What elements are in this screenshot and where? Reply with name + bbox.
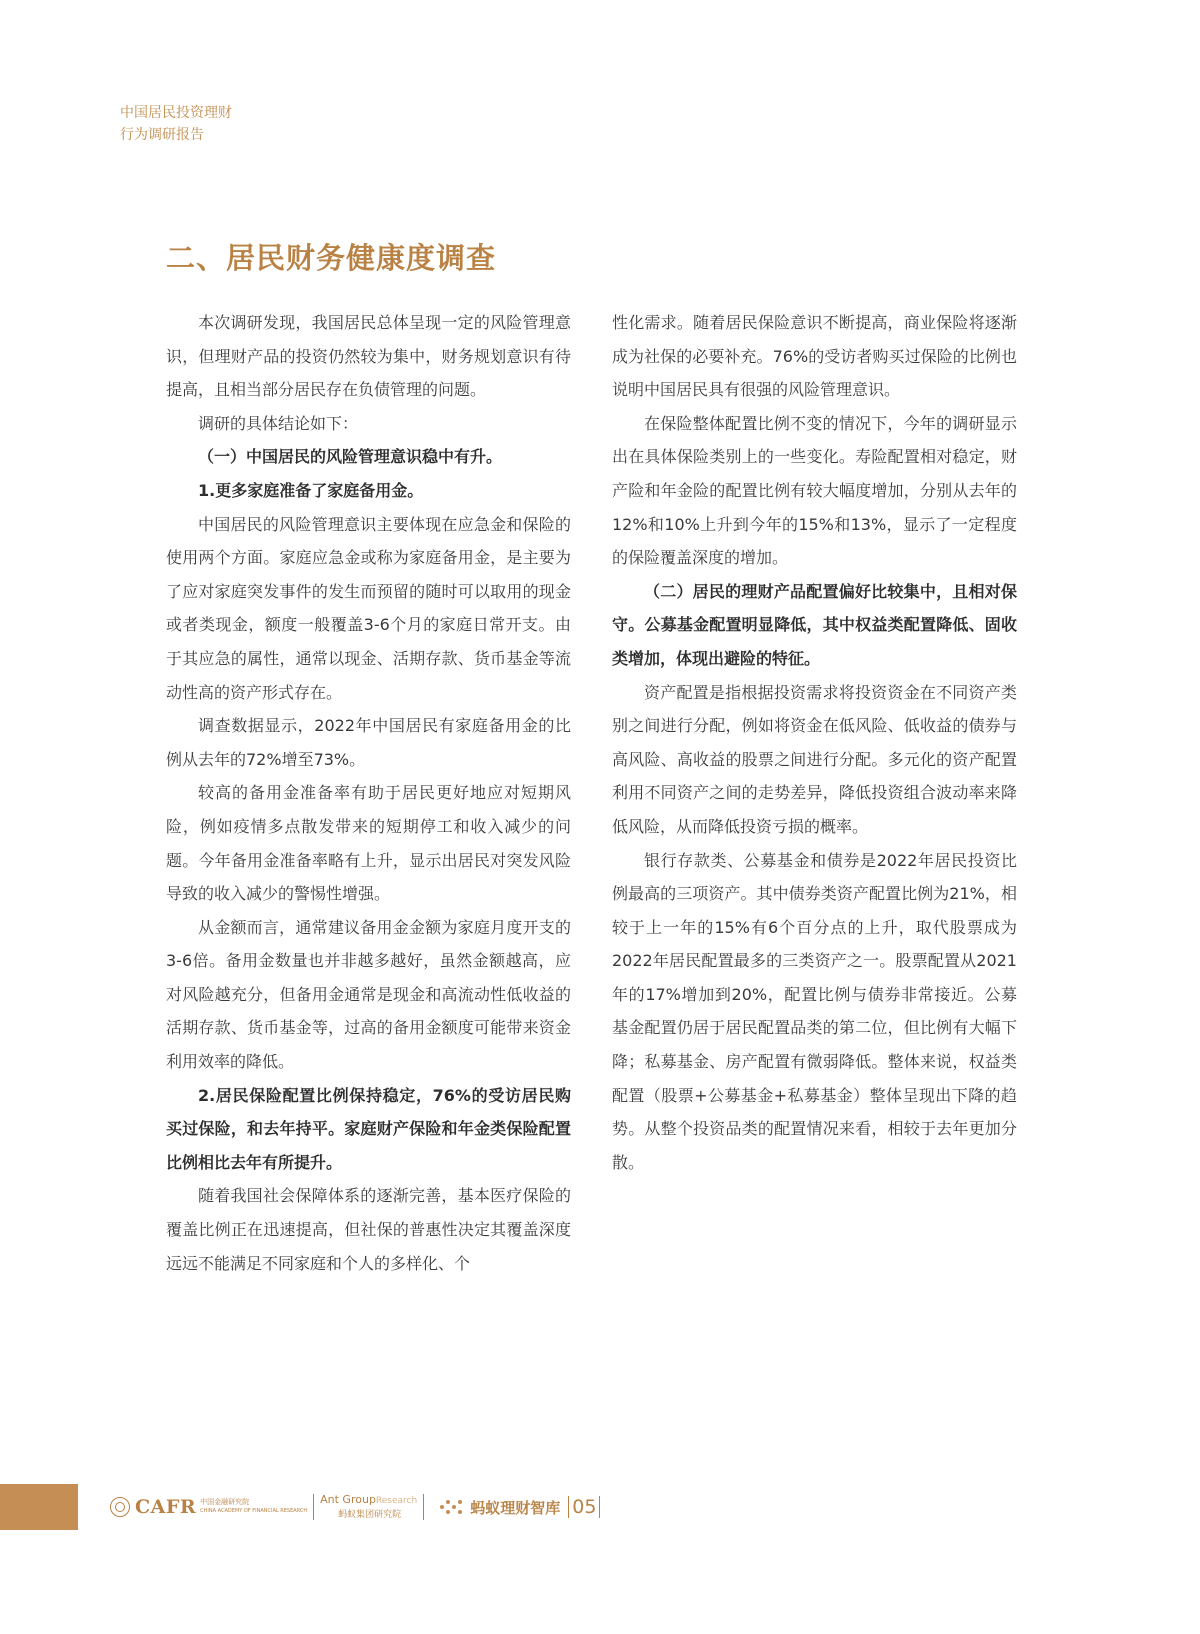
cafr-name-cn: 中国金融研究院 — [200, 1498, 250, 1506]
subheading: （二）居民的理财产品配置偏好比较集中，且相对保守。公募基金配置明显降低，其中权益类配置降低、固收类增加，体现出避险的特征。 — [612, 581, 1017, 668]
report-header — [120, 102, 232, 146]
ant-research-label: Research — [375, 1495, 418, 1506]
subheading: 2.居民保险配置比例保持稳定，76%的受访居民购买过保险，和去年持平。家庭财产保险和年金类保险配置比例相比去年有所提升。 — [166, 1085, 571, 1172]
section-title: 二、居民财务健康度调查 — [166, 241, 497, 275]
cafr-logo: CAFR — [135, 1496, 197, 1518]
cafr-seal-icon — [110, 1497, 130, 1517]
divider — [423, 1494, 424, 1520]
paragraph: 随着我国社会保障体系的逐渐完善，基本医疗保险的覆盖比例正在迅速提高，但社保的普惠性决定其覆盖深度远远不能满足不同家庭和个人的多样化、个 — [166, 1186, 571, 1273]
cafr-name-en: CHINA ACADEMY OF FINANCIAL RESEARCH — [200, 1508, 308, 1514]
paragraph-continued: 性化需求。随着居民保险意识不断提高，商业保险将逐渐成为社保的必要补充。76%的受访者购买过保险的比例也说明中国居民具有很强的风险管理意识。 — [612, 313, 1017, 400]
ant-research-cn: 蚂蚁集团研究院 — [338, 1509, 402, 1520]
paragraph: 中国居民的风险管理意识主要体现在应急金和保险的使用两个方面。家庭应急金或称为家庭备用金，是主要为了应对家庭突发事件的发生而预留的随时可以取用的现金或者类现金，额度一般覆盖3-6个月的家庭日常开支。由于其应急的属性，通常以现金、活期存款、货币基金等流动性高的资产形式存在。 — [166, 514, 571, 702]
page-number: 05 — [568, 1496, 600, 1518]
subheading: 1.更多家庭准备了家庭备用金。 — [198, 480, 424, 500]
cafr-name — [200, 1498, 307, 1516]
think-tank-name: 蚂蚁理财智库 — [470, 1498, 561, 1517]
ant-group-research-logo — [320, 1493, 417, 1522]
footer-accent-bar — [0, 1484, 78, 1530]
paragraph: 调查数据显示，2022年中国居民有家庭备用金的比例从去年的72%增至73%。 — [166, 716, 571, 769]
paragraph: 在保险整体配置比例不变的情况下，今年的调研显示出在具体保险类别上的一些变化。寿险配置相对稳定，财产险和年金险的配置比例有较大幅度增加，分别从去年的12%和10%上升到今年的15%和13%，显示了一定程度的保险覆盖深度的增加。 — [612, 413, 1017, 568]
ant-group-name: Ant Group — [320, 1492, 376, 1506]
footer-logos — [110, 1486, 600, 1528]
divider — [313, 1494, 314, 1520]
ant-dots-icon — [440, 1499, 468, 1515]
left-column — [166, 306, 571, 1280]
paragraph: 本次调研发现，我国居民总体呈现一定的风险管理意识，但理财产品的投资仍然较为集中，财务规划意识有待提高，且相当部分居民存在负债管理的问题。 — [166, 313, 571, 400]
paragraph: 从金额而言，通常建议备用金金额为家庭月度开支的3-6倍。备用金数量也并非越多越好，虽然金额越高，应对风险越充分，但备用金通常是现金和高流动性低收益的活期存款、货币基金等，过高的备用金额度可能带来资金利用效率的降低。 — [166, 917, 571, 1072]
paragraph: 调研的具体结论如下： — [198, 413, 359, 433]
paragraph: 较高的备用金准备率有助于居民更好地应对短期风险，例如疫情多点散发带来的短期停工和收入减少的问题。今年备用金准备率略有上升，显示出居民对突发风险导致的收入减少的警惕性增强。 — [166, 783, 571, 904]
right-column — [612, 306, 1017, 1179]
paragraph: 资产配置是指根据投资需求将投资资金在不同资产类别之间进行分配，例如将资金在低风险、低收益的债券与高风险、高收益的股票之间进行分配。多元化的资产配置利用不同资产之间的走势差异，降低投资组合波动率来降低风险，从而降低投资亏损的概率。 — [612, 682, 1017, 836]
subheading: （一）中国居民的风险管理意识稳中有升。 — [198, 447, 503, 467]
paragraph: 银行存款类、公募基金和债券是2022年居民投资比例最高的三项资产。其中债券类资产配置比例为21%，相较于上一年的15%有6个百分点的上升，取代股票成为2022年居民配置最多的三类资产之一。股票配置从2021年的17%增加到20%，配置比例与债券非常接近。公募基金配置仍居于居民配置品类的第二位，但比例有大幅下降；私募基金、房产配置有微弱降低。整体来说，权益类配置（股票+公募基金+私募基金）整体呈现出下降的趋势。从整个投资品类的配置情况来看，相较于去年更加分散。 — [612, 850, 1017, 1172]
header-line-2: 行为调研报告 — [120, 127, 204, 143]
header-line-1: 中国居民投资理财 — [120, 105, 232, 121]
